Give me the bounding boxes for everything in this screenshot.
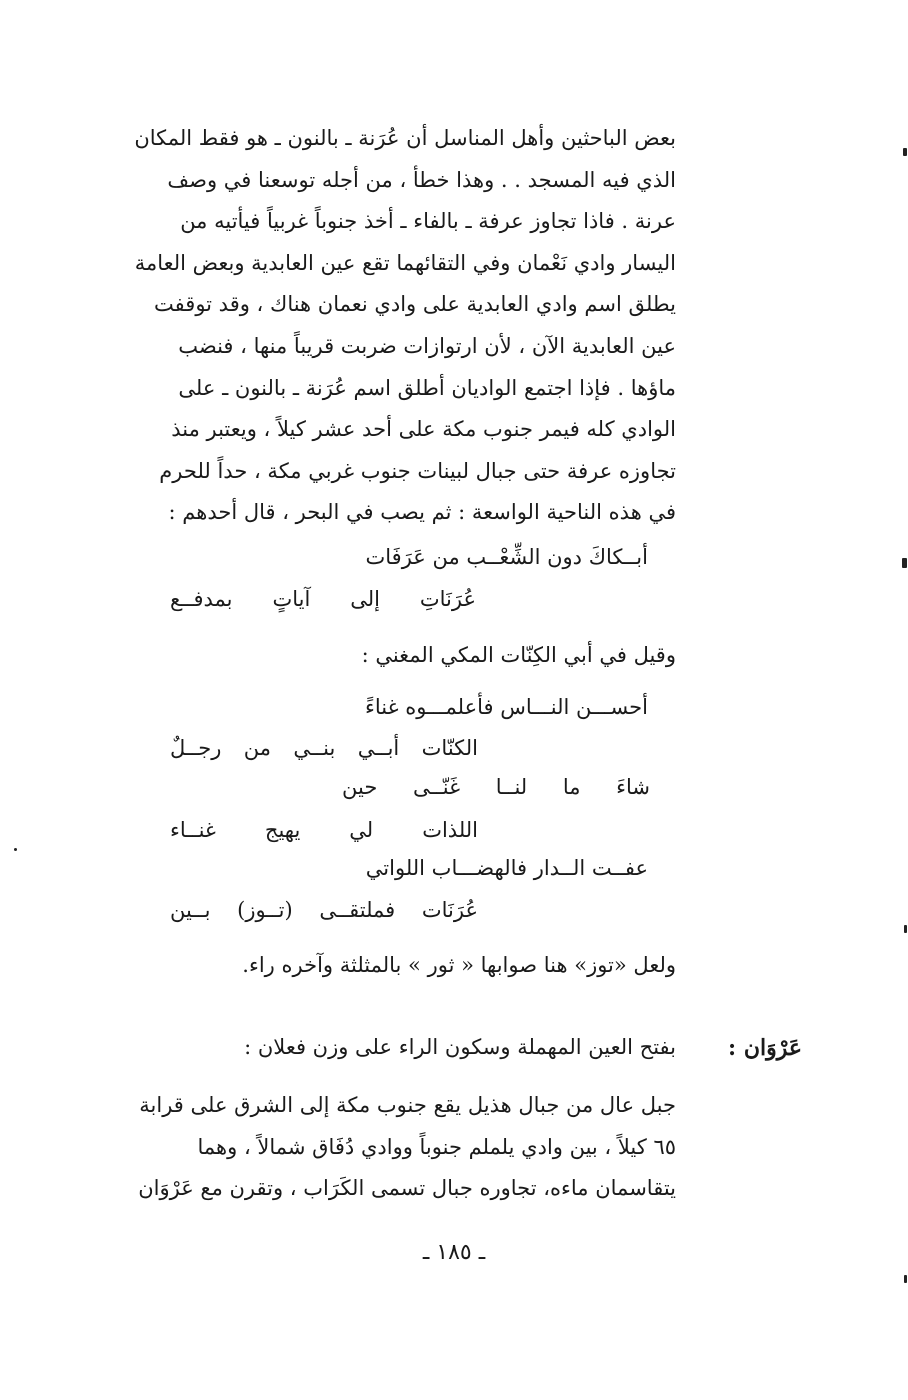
verse-word: بــين <box>170 898 211 922</box>
scan-mark <box>904 925 907 933</box>
text-line: الذي فيه المسجد . . وهذا خطأ ، من أجله توسعنا في وصف <box>167 167 676 192</box>
verse-word: عُرَنَاتِ <box>419 587 476 611</box>
text-line: الوادي كله فيمر جنوب مكة على أحد عشر كيلاً ، ويعتبر منذ <box>171 417 676 442</box>
verse-2-line-2 <box>170 733 478 763</box>
scan-mark <box>904 1275 907 1283</box>
text-line: عين العابدية الآن ، لأن ارتوازات ضربت قريباً منها ، فنضب <box>178 333 676 358</box>
verse-2-line-3 <box>342 772 650 802</box>
verse-word: رجــلٌ <box>170 736 222 760</box>
text-line: جبل عال من جبال هذيل يقع جنوب مكة إلى الشرق على قرابة <box>139 1093 676 1117</box>
verse-word: شاءَ <box>616 775 650 799</box>
verse-word: اللذات <box>422 818 478 842</box>
verse-word: غنــاء <box>170 818 216 842</box>
page-number: ـ ١٨٥ ـ <box>422 1240 486 1265</box>
entry-headword: عَرْوَان : <box>728 1035 802 1061</box>
paragraph-main <box>134 118 676 534</box>
verse-word: بنــي <box>293 736 336 760</box>
text-line: اليسار وادي نَعْمان وفي التقائهما تقع عين العابدية وبعض العامة <box>134 250 676 275</box>
verse-word: لي <box>349 818 374 842</box>
verse-1-hemistich-2-words <box>170 584 476 614</box>
text-line: ٦٥ كيلاً ، بين وادي يلملم جنوباً ووادي دُفَاق شمالاً ، وهما <box>197 1134 676 1159</box>
footnote-remark: ولعل «توز» هنا صوابها « ثور » بالمثلثة وآخره راء. <box>242 953 676 977</box>
scan-mark <box>902 558 907 568</box>
verse-word: الكنّات <box>421 736 478 760</box>
verse-word: (تــوز) <box>237 898 293 922</box>
verse-word: آياتٍ <box>272 587 311 611</box>
verse-word: عُرَنَات <box>421 898 478 922</box>
verse-2-line-1: أحســـن النـــاس فأعلمـــوه غناءً <box>364 695 648 719</box>
text-line: ماؤها . فإذا اجتمع الواديان أطلق اسم عُرَنة ـ بالنون ـ على <box>178 375 676 400</box>
verse-2-line-4 <box>170 815 478 845</box>
verse-2-intro: وقيل في أبي الكِنّات المكي المغني : <box>361 643 676 667</box>
text-line: عرنة . فاذا تجاوز عرفة ـ بالفاء ـ أخذ جنوباً غربياً فيأتيه من <box>180 209 676 234</box>
text-line: يطلق اسم وادي العابدية على وادي نعمان هناك ، وقد توقفت <box>154 292 676 317</box>
entry-body <box>134 1085 676 1210</box>
verse-word: فملتقــى <box>319 898 396 922</box>
verse-2-line-6 <box>170 895 478 925</box>
entry-definition: بفتح العين المهملة وسكون الراء على وزن فعلان : <box>244 1035 676 1059</box>
verse-1-hemistich-1: أبــكاكَ دون الشِّعْــب من عَرَفَات <box>365 545 648 569</box>
verse-2-line-5: عفــت الــدار فالهضـــاب اللواتي <box>365 856 648 880</box>
text-line: تجاوزه عرفة حتى جبال لبينات جنوب غربي مكة ، حداً للحرم <box>159 458 676 483</box>
scan-mark <box>903 148 907 156</box>
text-line: يتقاسمان ماءه، تجاوره جبال تسمى الكَرَاب ، وتقرن مع عَرْوَان <box>138 1176 676 1201</box>
verse-word: بمدفــع <box>170 587 233 611</box>
verse-word: من <box>243 736 271 760</box>
verse-word: إلى <box>350 587 380 611</box>
verse-word: يهيج <box>264 818 301 842</box>
scan-speck <box>14 848 17 851</box>
verse-word: أبــي <box>357 736 400 760</box>
verse-word: غَنّــى <box>412 775 461 799</box>
verse-word: لنــا <box>495 775 528 799</box>
text-line: في هذه الناحية الواسعة : ثم يصب في البحر ، قال أحدهم : <box>168 500 676 525</box>
verse-word: حين <box>342 775 378 799</box>
verse-word: ما <box>562 775 581 799</box>
text-line: بعض الباحثين وأهل المناسل أن عُرَنة ـ بالنون ـ هو فقط المكان <box>134 126 676 150</box>
